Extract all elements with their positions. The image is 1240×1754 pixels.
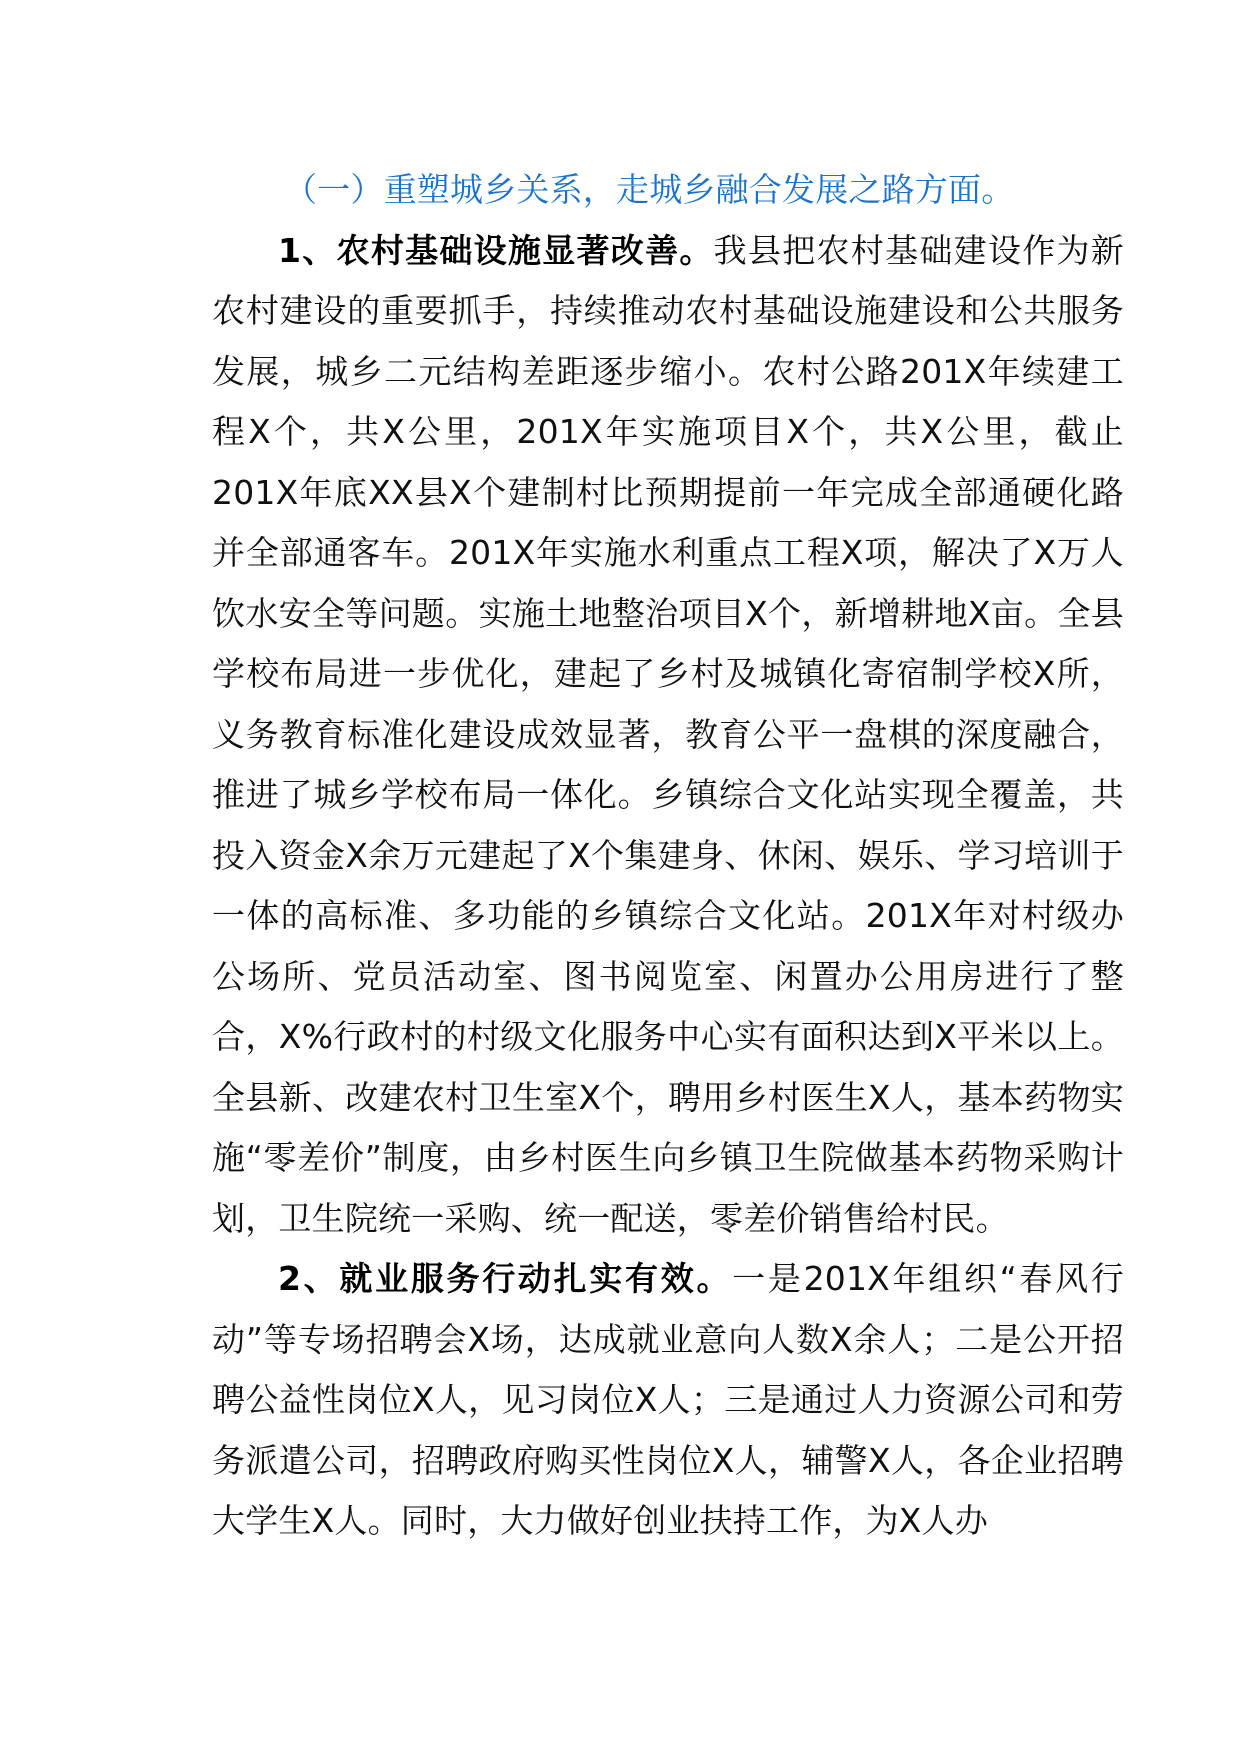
section-heading: （一）重塑城乡关系，走城乡融合发展之路方面。 [284, 170, 1015, 209]
document-body [212, 160, 1124, 1552]
paragraph-1-lead: 1、农村基础设施显著改善。 [278, 230, 714, 270]
paragraph-1-body: 我县把农村基础建设作为新农村建设的重要抓手，持续推动农村基础设施建设和公共服务发展，城乡二元结构差距逐步缩小。农村公路201X年续建工程X个，共X公里，201X年实施项目X个，共X公里，截止201X年底XX县X个建制村比预期提前一年完成全部通硬化路并全部通客车。201X年实施水利重点工程X项，解决了X万人饮水安全等问题。实施土地整治项目X个，新增耕地X亩。全县学校布局进一步优化，建起了乡村及城镇化寄宿制学校X所，义务教育标准化建设成效显著，教育公平一盘棋的深度融合，推进了城乡学校布局一体化。乡镇综合文化站实现全覆盖，共投入资金X余万元建起了X个集建身、休闲、娱乐、学习培训于一体的高标准、多功能的乡镇综合文化站。201X年对村级办公场所、党员活动室、图书阅览室、闲置办公用房进行了整合，X%行政村的村级文化服务中心实有面积达到X平米以上。全县新、改建农村卫生室X个，聘用乡村医生X人，基本药物实施“零差价”制度，由乡村医生向乡镇卫生院做基本药物采购计划，卫生院统一采购、统一配送，零差价销售给村民。 [212, 230, 1125, 1238]
paragraph-2 [212, 1249, 1124, 1552]
paragraph-1 [212, 221, 1124, 1250]
paragraph-2-lead: 2、就业服务行动扎实有效。 [278, 1259, 733, 1298]
paragraph-2-body: 一是201X年组织“春风行动”等专场招聘会X场，达成就业意向人数X余人；二是公开招聘公益性岗位X人，见习岗位X人；三是通过人力资源公司和劳务派遣公司，招聘政府购买性岗位X人，辅警X人，各企业招聘大学生X人。同时，大力做好创业扶持工作，为X人办 [212, 1259, 1125, 1540]
